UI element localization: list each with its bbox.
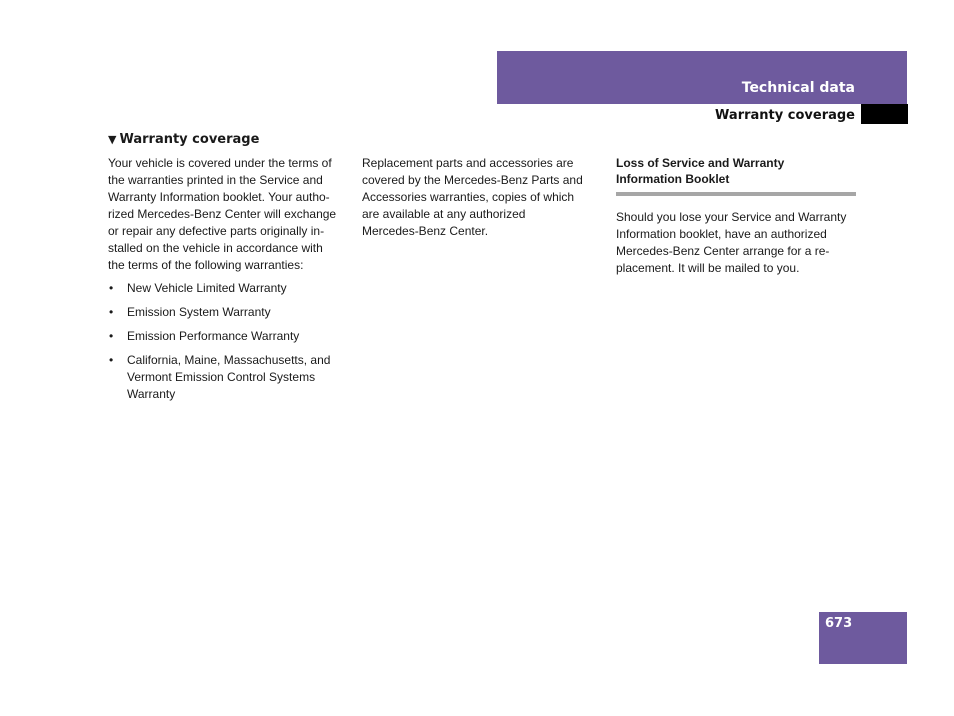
sub-heading: [616, 155, 856, 196]
text-line: Warranty Information booklet. Your autho-: [108, 190, 330, 204]
intro-paragraph: [108, 155, 350, 274]
page-number-box: [819, 612, 907, 664]
list-item: [108, 304, 350, 321]
text-line: Accessories warranties, copies of which: [362, 190, 575, 204]
text-line: Your vehicle is covered under the terms of: [108, 156, 332, 170]
triangle-down-icon: ▼: [108, 133, 117, 146]
bullet-icon: •: [109, 329, 114, 343]
text-line: Mercedes-Benz Center.: [362, 224, 489, 238]
text-line: the warranties printed in the Service and: [108, 173, 323, 187]
parts-paragraph: [362, 155, 602, 240]
text-line: Information Booklet: [616, 172, 730, 186]
text-line: placement. It will be mailed to you.: [616, 261, 800, 275]
text-line: Replacement parts and accessories are: [362, 156, 574, 170]
chapter-title: Technical data: [741, 80, 855, 96]
text-line: are available at any authorized: [362, 207, 526, 221]
text-line: Emission System Warranty: [127, 305, 271, 319]
section-label: Warranty coverage: [715, 108, 855, 123]
section-heading: [108, 132, 259, 147]
bullet-icon: •: [109, 281, 114, 295]
text-line: Loss of Service and Warranty: [616, 156, 785, 170]
column-3: [616, 155, 856, 277]
text-line: Warranty: [127, 387, 176, 401]
list-item: [108, 328, 350, 345]
section-tab-marker: [861, 104, 908, 124]
page-number: 673: [825, 616, 853, 631]
bullet-icon: •: [109, 353, 114, 367]
text-line: the terms of the following warranties:: [108, 258, 304, 272]
text-line: Should you lose your Service and Warranty: [616, 210, 847, 224]
text-line: Vermont Emission Control Systems: [127, 370, 316, 384]
chapter-header-bar: [497, 51, 907, 104]
text-line: California, Maine, Massachusetts, and: [127, 353, 331, 367]
list-item: [108, 352, 350, 403]
text-line: Mercedes-Benz Center arrange for a re-: [616, 244, 830, 258]
column-1: [108, 155, 350, 410]
bullet-icon: •: [109, 305, 114, 319]
list-item: [108, 280, 350, 297]
text-line: covered by the Mercedes-Benz Parts and: [362, 173, 583, 187]
text-line: or repair any defective parts originally in-: [108, 224, 325, 238]
text-line: New Vehicle Limited Warranty: [127, 281, 287, 295]
section-heading-text: Warranty coverage: [119, 132, 260, 147]
text-line: Emission Performance Warranty: [127, 329, 300, 343]
loss-paragraph: [616, 209, 856, 277]
text-line: Information booklet, have an authorized: [616, 227, 827, 241]
column-2: [362, 155, 602, 240]
warranty-list: [108, 280, 350, 403]
text-line: rized Mercedes-Benz Center will exchange: [108, 207, 337, 221]
text-line: stalled on the vehicle in accordance with: [108, 241, 323, 255]
